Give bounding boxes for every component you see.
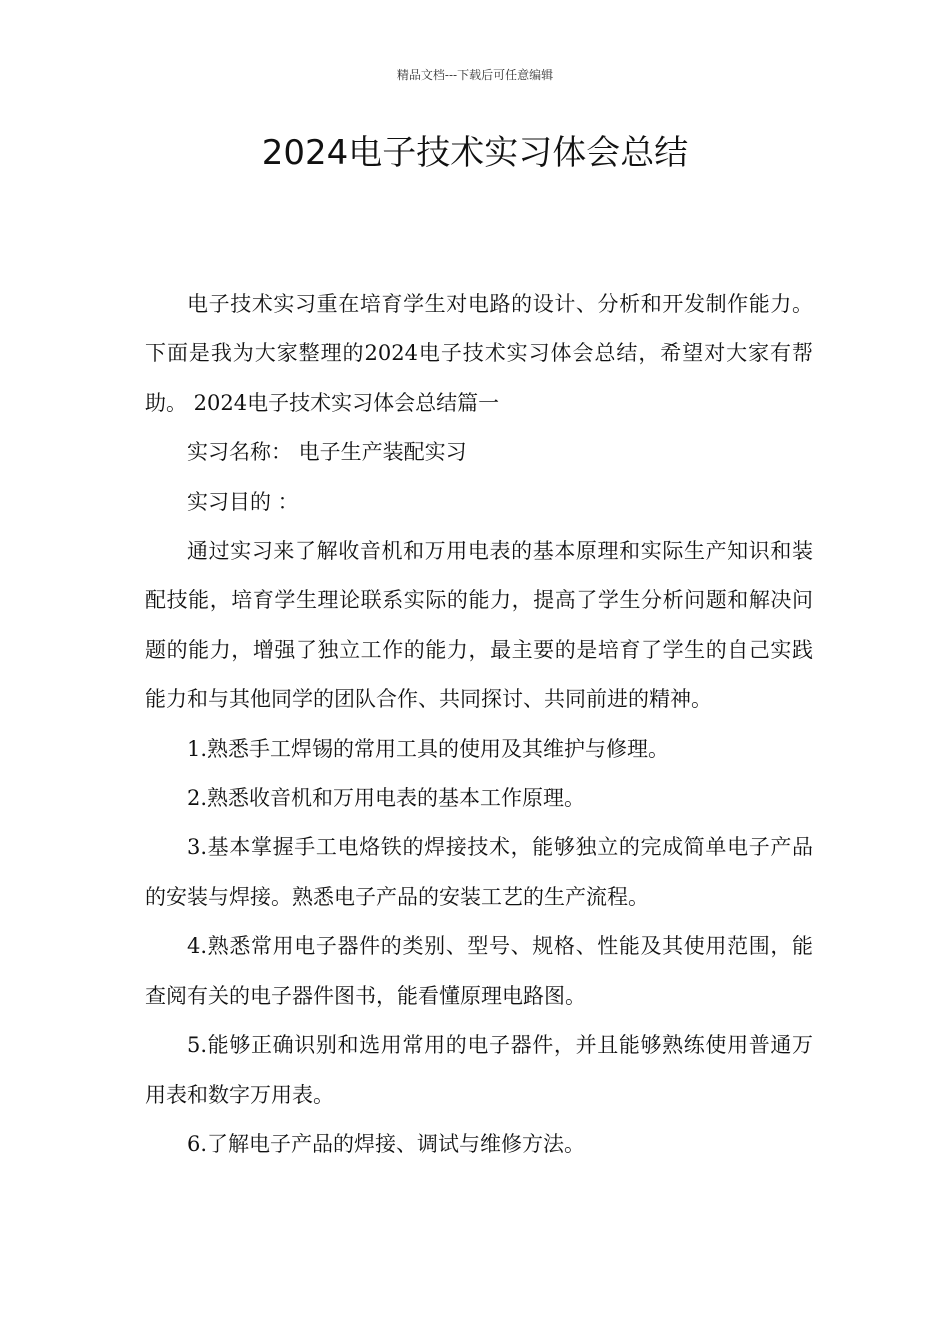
list-item-6: 6.了解电子产品的焊接、调试与维修方法。 bbox=[187, 1131, 586, 1156]
paragraph-intro: 电子技术实习重在培育学生对电路的设计、分析和开发制作能力。下面是我为大家整理的2024电子技术实习体会总结，希望对大家有帮助。 2024电子技术实习体会总结篇一 bbox=[145, 292, 813, 415]
list-item-1: 1.熟悉手工焊锡的常用工具的使用及其维护与修理。 bbox=[187, 736, 670, 761]
list-item-3: 3.基本掌握手工电烙铁的焊接技术，能够独立的完成简单电子产品的安装与焊接。熟悉电子产品的安装工艺的生产流程。 bbox=[145, 835, 813, 909]
list-item-2: 2.熟悉收音机和万用电表的基本工作原理。 bbox=[187, 786, 586, 811]
document-body bbox=[145, 280, 813, 1169]
paragraph-internship-purpose: 实习目的 ： bbox=[187, 489, 299, 514]
list-item-4: 4.熟悉常用电子器件的类别、型号、规格、性能及其使用范围，能查阅有关的电子器件图书，能看懂原理电路图。 bbox=[145, 934, 813, 1008]
list-item-5: 5.能够正确识别和选用常用的电子器件，并且能够熟练使用普通万用表和数字万用表。 bbox=[145, 1033, 813, 1107]
document-title: 2024电子技术实习体会总结 bbox=[261, 133, 689, 173]
paragraph-internship-name: 实习名称： 电子生产装配实习 bbox=[187, 440, 467, 465]
paragraph-purpose-description: 通过实习来了解收音机和万用电表的基本原理和实际生产知识和装配技能，培育学生理论联系实际的能力，提高了学生分析问题和解决问题的能力，增强了独立工作的能力，最主要的是培育了学生的自己实践能力和与其他同学的团队合作、共同探讨、共同前进的精神。 bbox=[145, 539, 813, 712]
page-header: 精品文档---下载后可任意编辑 bbox=[396, 68, 554, 82]
